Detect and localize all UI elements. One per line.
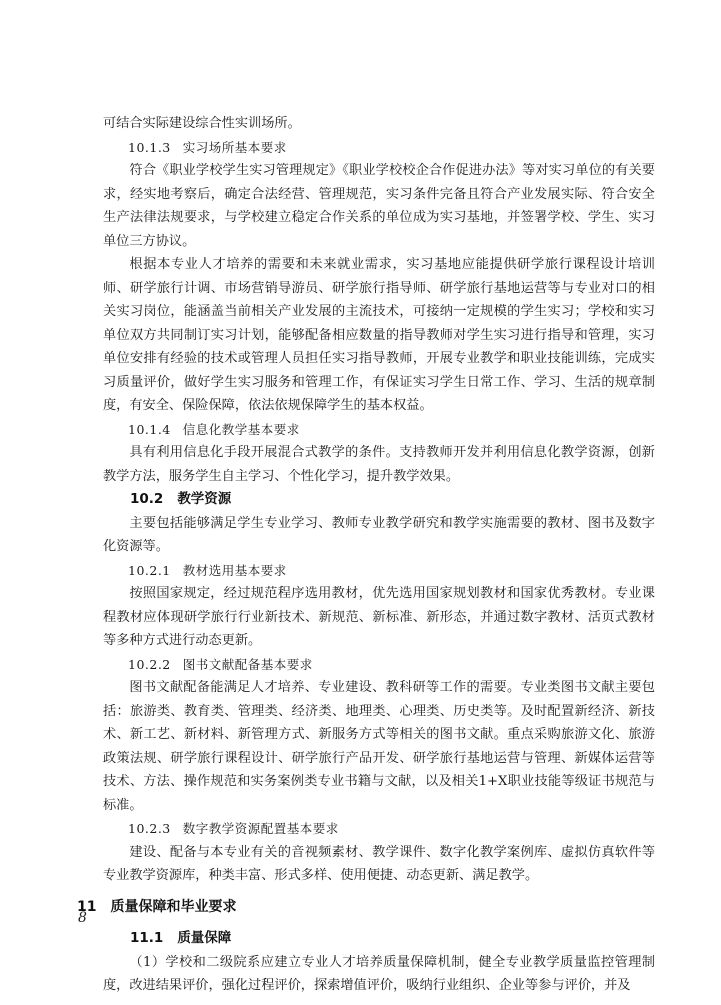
paragraph-text: 建设、配备与本专业有关的音视频素材、教学课件、数字化教学案例库、虚拟仿真软件等专业教学资源库，种类丰富、形式多样、使用便捷、动态更新、满足教学。 xyxy=(103,844,655,883)
chapter-number: 11 xyxy=(77,898,97,915)
paragraph-text: 符合《职业学校学生实习管理规定》《职业学校校企合作促进办法》等对实习单位的有关要求，经实地考察后，确定合法经营、管理规范，实习条件完备且符合产业发展实际、符合安全生产法律法规要求，与学校建立稳定合作关系的单位成为实习基地，并签署学校、学生、实习单位三方协议。 xyxy=(103,163,655,249)
section-title: 教学资源 xyxy=(177,491,232,507)
section-title: 信息化教学基本要求 xyxy=(182,421,300,437)
paragraph-text: 根据本专业人才培养的需要和未来就业需求，实习基地应能提供研学旅行课程设计培训师、研学旅行计调、市场营销导游员、研学旅行指导师、研学旅行基地运营等与专业对口的相关实习岗位，能涵盖当前相关产业发展的主流技术，可接纳一定规模的学生实习；学校和实习单位双方共同制订实习计划，能够配备相应数量的指导教师对学生实习进行指导和管理，实习单位安排有经验的技术或管理人员担任实习指导教师，开展专业教学和职业技能训练，完成实习质量评价，做好学生实习服务和管理工作，有保证实习学生日常工作、学习、生活的规章制度，有安全、保险保障，依法依规保障学生的基本权益。 xyxy=(103,257,655,413)
paragraph xyxy=(103,512,655,559)
paragraph-text: （1）学校和二级院系应建立专业人才培养质量保障机制，健全专业教学质量监控管理制度，改进结果评价，强化过程评价，探索增值评价，吸纳行业组织、企业等参与评价，并及 xyxy=(103,954,655,993)
section-number: 10.1.4 xyxy=(128,421,171,437)
section-title: 实习场所基本要求 xyxy=(182,139,287,155)
paragraph-text: 按照国家规定，经过规范程序选用教材，优先选用国家规划教材和国家优秀教材。专业课程教材应体现研学旅行行业新技术、新规范、新标准、新形态，并通过数字教材、活页式教材等多种方式进行动态更新。 xyxy=(103,586,655,648)
paragraph-text: 主要包括能够满足学生专业学习、教师专业教学研究和教学实施需要的教材、图书及数字化资源等。 xyxy=(103,515,655,554)
paragraph xyxy=(103,951,655,998)
section-number: 10.2.1 xyxy=(128,562,171,578)
section-10-2-1-heading xyxy=(103,559,655,583)
section-10-1-4-heading xyxy=(103,418,655,442)
section-title: 数字教学资源配置基本要求 xyxy=(182,821,339,836)
paragraph xyxy=(103,159,655,253)
section-title: 质量保障 xyxy=(177,930,232,946)
section-number: 10.2 xyxy=(130,491,164,507)
chapter-title: 质量保障和毕业要求 xyxy=(110,898,237,915)
section-10-2-heading xyxy=(103,488,655,512)
section-title: 图书文献配备基本要求 xyxy=(182,656,313,672)
chapter-11-heading xyxy=(77,896,655,920)
paragraph xyxy=(103,441,655,488)
page-number: 8 xyxy=(78,910,87,926)
section-title: 教材选用基本要求 xyxy=(182,562,287,578)
paragraph-continuation: 可结合实际建设综合性实训场所。 xyxy=(103,116,301,131)
paragraph-text: 具有利用信息化手段开展混合式教学的条件。支持教师开发并利用信息化教学资源，创新教学方法，服务学生自主学习、个性化学习，提升教学效果。 xyxy=(103,445,655,484)
section-10-1-3-heading xyxy=(103,136,655,160)
section-number: 10.1.3 xyxy=(128,139,171,155)
paragraph xyxy=(103,841,655,888)
section-10-2-3-heading xyxy=(103,817,655,841)
paragraph-text: 图书文献配备能满足人才培养、专业建设、教科研等工作的需要。专业类图书文献主要包括：旅游类、教育类、管理类、经济类、地理类、心理类、历史类等。及时配置新经济、新技术、新工艺、新材料、新管理方式、新服务方式等相关的图书文献。重点采购旅游文化、旅游政策法规、研学旅行课程设计、研学旅行产品开发、研学旅行基地运营与管理、新媒体运营等技术、方法、操作规范和实务案例类专业书籍与文献，以及相关1+X职业技能等级证书规范与标准。 xyxy=(103,680,655,813)
paragraph xyxy=(103,253,655,418)
paragraph xyxy=(103,676,655,817)
paragraph xyxy=(103,582,655,653)
page-content xyxy=(77,112,655,998)
section-number: 11.1 xyxy=(130,930,164,946)
section-10-2-2-heading xyxy=(103,653,655,677)
section-number: 10.2.3 xyxy=(128,821,171,836)
section-number: 10.2.2 xyxy=(128,656,171,672)
section-11-1-heading xyxy=(103,927,655,951)
